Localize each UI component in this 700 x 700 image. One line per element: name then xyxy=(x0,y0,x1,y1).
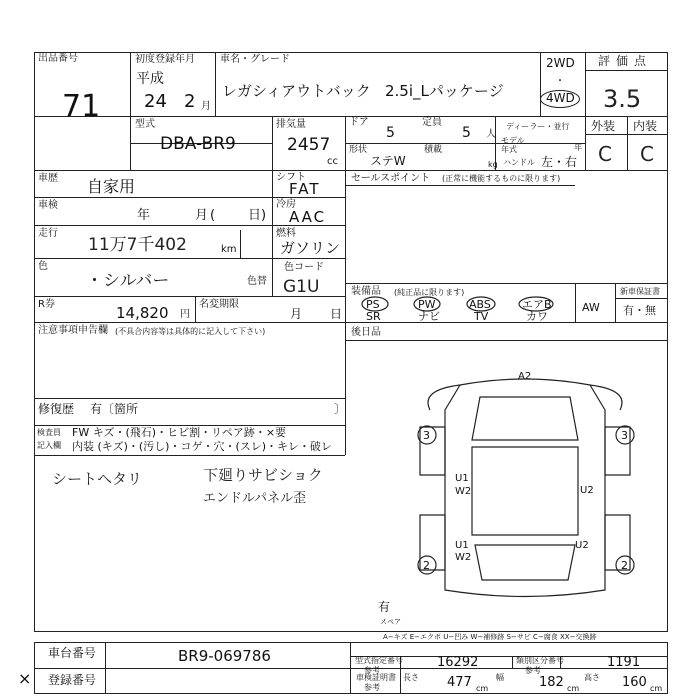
divider xyxy=(345,425,346,455)
warranty-label: 新車保証書 xyxy=(620,287,660,296)
model-label: 型式 xyxy=(135,119,155,130)
shaken-paren: ( xyxy=(210,208,216,223)
model-year-label2: 年式 xyxy=(501,145,517,154)
inspector-line1: FW キズ・(飛石)・ヒビ割・リペア跡・×要 xyxy=(72,426,287,439)
notes-instruction: (不具合内容等は具体的に記入して下さい) xyxy=(115,327,266,336)
car-name-label: 車名・グレード xyxy=(220,54,290,65)
width-value: 182 xyxy=(539,675,564,690)
displacement-label: 排気量 xyxy=(276,119,306,130)
diagram-mark: U2 xyxy=(580,485,594,496)
handwritten-seat: シートヘタリ xyxy=(52,470,143,488)
divider xyxy=(105,642,106,694)
repair-close: 〕 xyxy=(334,402,347,416)
handle-value: 左・右 xyxy=(541,155,578,169)
doors-value: 5 xyxy=(386,125,395,141)
divider xyxy=(34,258,345,259)
recycle-value: 14,820 xyxy=(116,304,169,322)
category-label1: 類別区分番号 xyxy=(516,656,564,665)
divider xyxy=(627,116,628,170)
handwritten-note1: 下廻りサビショク xyxy=(203,466,323,484)
divider xyxy=(195,296,196,322)
divider xyxy=(615,298,668,299)
shaken-month-unit: 月 xyxy=(195,208,209,223)
model-value: DBA-BR9 xyxy=(160,134,236,154)
inspector-line2: 内装 (キズ)・(汚し)・コゲ・穴・(スレ)・キレ・破レ xyxy=(72,440,332,453)
divider xyxy=(345,283,668,284)
color-label: 色 xyxy=(38,261,48,272)
doors-label: ドア xyxy=(349,117,369,128)
lot-label: 出品番号 xyxy=(38,53,78,64)
registration-year: 24 xyxy=(144,91,167,112)
height-value: 160 xyxy=(622,675,647,690)
interior-label: 内装 xyxy=(633,119,658,133)
divider xyxy=(130,52,131,170)
diagram-mark: A2 xyxy=(518,371,532,382)
length-unit: cm xyxy=(476,684,489,693)
divider xyxy=(540,52,541,116)
mileage-unit: km xyxy=(221,244,237,255)
recycle-unit: 円 xyxy=(180,309,190,320)
diagram-mark: W2 xyxy=(455,486,472,497)
equip-bottom-1: ナビ xyxy=(418,310,440,323)
divider xyxy=(34,170,668,171)
recycle-label: R券 xyxy=(38,299,55,310)
expiry-label: 名変期限 xyxy=(199,299,239,310)
shape-value: ステW xyxy=(370,154,406,168)
chassis-value: BR9-069786 xyxy=(178,647,271,665)
divider xyxy=(215,52,216,116)
diagram-mark: 2 xyxy=(423,559,430,572)
car-grade: 2.5i_Lパッケージ xyxy=(385,82,504,100)
equip-top-2: ABS xyxy=(469,298,491,311)
diagram-mark: W2 xyxy=(455,552,472,563)
exterior-grade: C xyxy=(598,142,612,166)
capacity-label: 定員 xyxy=(422,117,442,128)
diagram-mark: 3 xyxy=(423,429,430,442)
mileage-value: 11万7千402 xyxy=(88,235,187,255)
color-code-value: G1U xyxy=(283,277,320,297)
capacity-value: 5 xyxy=(462,125,471,141)
shift-value: FAT xyxy=(289,180,321,198)
paint-label: 色替 xyxy=(247,276,267,287)
width-unit: cm xyxy=(567,684,580,693)
warranty-value: 有・無 xyxy=(623,304,656,317)
inspector-label2: 記入欄 xyxy=(37,441,61,450)
category-label2: 参考 xyxy=(525,666,541,675)
mileage-label: 走行 xyxy=(38,228,58,239)
car-damage-diagram xyxy=(400,365,650,620)
diagram-mark: 3 xyxy=(621,429,628,442)
displacement-unit: cc xyxy=(327,156,338,167)
load-label: 積載 xyxy=(424,145,443,155)
divider xyxy=(350,642,351,694)
diagram-mark: 2 xyxy=(621,559,628,572)
aftermarket-label: 後日品 xyxy=(351,327,381,338)
registration-label: 初度登録年月 xyxy=(135,54,195,65)
dealer-label: ディーラー・並行 xyxy=(506,122,570,131)
sales-point-label: セールスポイント xyxy=(351,173,431,184)
divider xyxy=(240,230,241,258)
type-spec-label2: 参考 xyxy=(364,666,380,675)
interior-grade: C xyxy=(640,142,654,166)
repair-label: 修復歴 xyxy=(38,402,75,416)
model-year-label1: モデル xyxy=(501,136,525,145)
divider xyxy=(615,283,616,322)
drive-dot: ・ xyxy=(555,76,565,87)
color-value: ・シルバー xyxy=(86,271,170,291)
registration-era: 平成 xyxy=(136,71,164,87)
evaluation-label: 評価点 xyxy=(598,54,653,68)
capacity-unit: 人 xyxy=(486,129,496,140)
registration-month: 2 xyxy=(184,91,196,112)
evaluation-score: 3.5 xyxy=(603,85,642,113)
registration-month-unit: 月 xyxy=(201,101,211,112)
divider xyxy=(345,340,668,341)
shift-label: シフト xyxy=(276,172,306,183)
inspector-label1: 検査員 xyxy=(37,428,61,437)
damage-legend: A−キズ E−エクボ U−凹み W−補修跡 S−サビ C−腐食 XX−交換跡 xyxy=(383,633,597,641)
equip-top-1: PW xyxy=(418,298,436,311)
shaken-year-unit: 年 xyxy=(137,208,151,223)
handwritten-note2: エンドルパネル歪 xyxy=(203,491,307,506)
divider xyxy=(585,70,668,71)
fuel-value: ガソリン xyxy=(280,239,341,257)
dimensions-label1: 車検証明書 xyxy=(356,673,396,682)
expiry-month-unit: 月 xyxy=(290,307,303,321)
color-code-label: 色コード xyxy=(284,262,324,273)
expiry-day-unit: 日 xyxy=(330,307,343,321)
divider xyxy=(272,170,273,296)
equip-bottom-2: TV xyxy=(474,310,489,323)
divider xyxy=(512,656,513,668)
height-unit: cm xyxy=(650,684,663,693)
dimensions-label2: 参考 xyxy=(364,683,380,692)
height-label: 高さ xyxy=(584,673,600,682)
equip-top-3: エアB xyxy=(522,298,552,311)
equipment-label: 装備品 xyxy=(351,286,381,297)
divider xyxy=(575,283,576,322)
type-spec-value: 16292 xyxy=(437,655,479,670)
diagram-mark: U2 xyxy=(575,540,589,551)
divider xyxy=(34,398,345,399)
sales-point-note: (正常に機能するものに限ります) xyxy=(442,174,561,183)
divider xyxy=(34,322,668,323)
equip-bottom-0: SR xyxy=(366,310,381,323)
type-spec-label1: 型式指定番号 xyxy=(355,656,403,665)
diagram-mark: U1 xyxy=(455,473,469,484)
diagram-mark: U1 xyxy=(455,540,469,551)
divider xyxy=(34,455,345,456)
registration-no-mark: × xyxy=(18,669,32,688)
category-value: 1191 xyxy=(607,655,641,670)
width-label: 幅 xyxy=(496,673,504,682)
equipment-circles xyxy=(345,295,575,322)
aircon-label: 冷房 xyxy=(276,199,296,210)
registration-no-label: 登録番号 xyxy=(48,673,97,687)
aircon-value: AAC xyxy=(289,208,327,226)
divider xyxy=(34,668,668,669)
spare-label: スペア xyxy=(380,618,401,626)
lot-number: 71 xyxy=(62,89,101,124)
drive-2wd: 2WD xyxy=(546,56,575,70)
aw-label: AW xyxy=(582,301,600,314)
length-value: 477 xyxy=(447,675,472,690)
length-label: 長さ xyxy=(403,673,419,682)
car-name: レガシィアウトバック xyxy=(222,82,371,100)
chassis-label: 車台番号 xyxy=(48,646,97,660)
repair-value: 有〔箇所 xyxy=(90,402,139,416)
notes-label: 注意事項申告欄 xyxy=(38,325,108,336)
handle-label: ハンドル xyxy=(503,158,535,167)
equip-bottom-3: カワ xyxy=(526,310,548,323)
shaken-label: 車検 xyxy=(38,200,58,211)
shape-label: 形状 xyxy=(349,145,368,155)
history-value: 自家用 xyxy=(87,177,136,196)
exterior-label: 外装 xyxy=(591,119,616,133)
divider xyxy=(345,143,585,144)
spare-value: 有 xyxy=(378,600,391,614)
fuel-label: 燃料 xyxy=(276,228,296,239)
shaken-day-unit: 日) xyxy=(248,208,267,223)
model-year-unit: 年 xyxy=(574,143,582,152)
displacement-value: 2457 xyxy=(287,135,331,155)
equip-top-0: PS xyxy=(366,298,380,311)
history-label: 車歴 xyxy=(38,173,58,184)
drive-4wd: 4WD xyxy=(546,91,575,105)
divider xyxy=(272,116,273,170)
divider xyxy=(345,185,575,186)
load-unit: kg xyxy=(488,160,498,169)
equipment-note: (純正品に限ります) xyxy=(394,288,465,297)
